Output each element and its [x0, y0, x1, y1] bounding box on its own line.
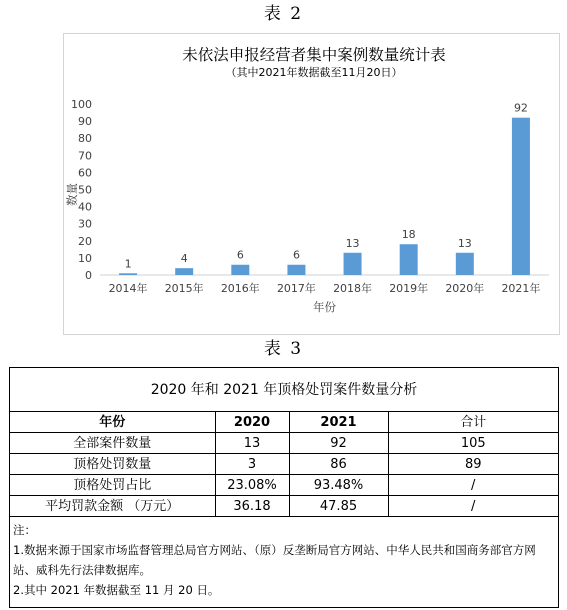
chart-svg	[64, 34, 559, 334]
plot-area	[65, 98, 549, 314]
data-label: 6	[292, 248, 300, 262]
x-tick-label: 2018年	[333, 282, 373, 295]
chart-title: 未依法申报经营者集中案例数量统计表	[182, 46, 446, 64]
chart-subtitle: （其中2021年数据截至11月20日）	[225, 66, 403, 79]
x-tick-label: 2021年	[501, 282, 541, 295]
bar	[287, 265, 305, 275]
y-tick-label: 20	[78, 234, 92, 248]
bar	[344, 253, 362, 275]
y-tick-label: 60	[78, 166, 92, 180]
bar	[231, 265, 249, 275]
cell: 89	[388, 454, 558, 475]
cell: 13	[215, 433, 289, 454]
cell: 92	[289, 433, 388, 454]
cell: 47.85	[289, 496, 388, 517]
cell: 平均罚款金额 （万元）	[10, 496, 215, 517]
table-row	[10, 433, 558, 454]
bar	[456, 253, 474, 275]
header-2021: 2021	[289, 412, 388, 433]
analysis-table-box	[9, 367, 559, 608]
table-row	[10, 454, 558, 475]
y-tick-label: 80	[78, 132, 92, 146]
bar	[400, 244, 418, 275]
header-year: 年份	[10, 412, 215, 433]
data-label: 1	[124, 257, 132, 271]
cell: /	[388, 475, 558, 496]
data-label: 4	[180, 252, 188, 266]
header-total: 合计	[388, 412, 558, 433]
table-notes	[10, 517, 558, 600]
cell: 3	[215, 454, 289, 475]
data-label: 92	[513, 101, 528, 115]
cell: 105	[388, 433, 558, 454]
chart-caption: 表 2	[263, 4, 304, 24]
x-tick-label: 2019年	[389, 282, 429, 295]
data-label: 18	[401, 228, 416, 242]
cell: 86	[289, 454, 388, 475]
cell: 顶格处罚占比	[10, 475, 215, 496]
y-tick-label: 100	[71, 98, 92, 111]
y-tick-label: 10	[78, 251, 92, 265]
cell: 全部案件数量	[10, 433, 215, 454]
data-label: 13	[345, 236, 360, 250]
table-title: 2020 年和 2021 年顶格处罚案件数量分析	[10, 368, 558, 412]
x-tick-label: 2014年	[108, 282, 148, 295]
table-row	[10, 475, 558, 496]
note-2: 2.其中 2021 年数据截至 11 月 20 日。	[13, 583, 220, 597]
table-caption: 表 3	[263, 339, 304, 359]
cell: 36.18	[215, 496, 289, 517]
note-label: 注：	[13, 523, 36, 537]
header-2020: 2020	[215, 412, 289, 433]
bar	[119, 273, 137, 275]
data-label: 13	[457, 236, 472, 250]
y-tick-label: 70	[78, 149, 92, 163]
analysis-table	[10, 412, 558, 517]
x-tick-label: 2015年	[164, 282, 204, 295]
y-tick-label: 0	[85, 269, 92, 282]
cell: /	[388, 496, 558, 517]
bar	[175, 268, 193, 275]
cell: 93.48%	[289, 475, 388, 496]
y-tick-label: 30	[78, 217, 92, 231]
y-tick-label: 50	[78, 183, 92, 197]
x-axis-title: 年份	[313, 300, 336, 314]
cell: 23.08%	[215, 475, 289, 496]
x-tick-label: 2016年	[220, 282, 260, 295]
bar	[512, 118, 530, 275]
x-tick-label: 2017年	[276, 282, 316, 295]
cell: 顶格处罚数量	[10, 454, 215, 475]
y-tick-label: 90	[78, 115, 92, 129]
x-tick-label: 2020年	[445, 282, 485, 295]
y-axis-title: 数量	[65, 183, 79, 206]
note-1: 1.数据来源于国家市场监督管理总局官方网站、（原）反垄断局官方网站、中华人民共和国商务部官方网站、威科先行法律数据库。	[13, 543, 536, 577]
y-tick-label: 40	[78, 200, 92, 214]
table-header-row	[10, 412, 558, 433]
data-label: 6	[236, 248, 244, 262]
bar-chart	[63, 33, 560, 335]
table-row	[10, 496, 558, 517]
